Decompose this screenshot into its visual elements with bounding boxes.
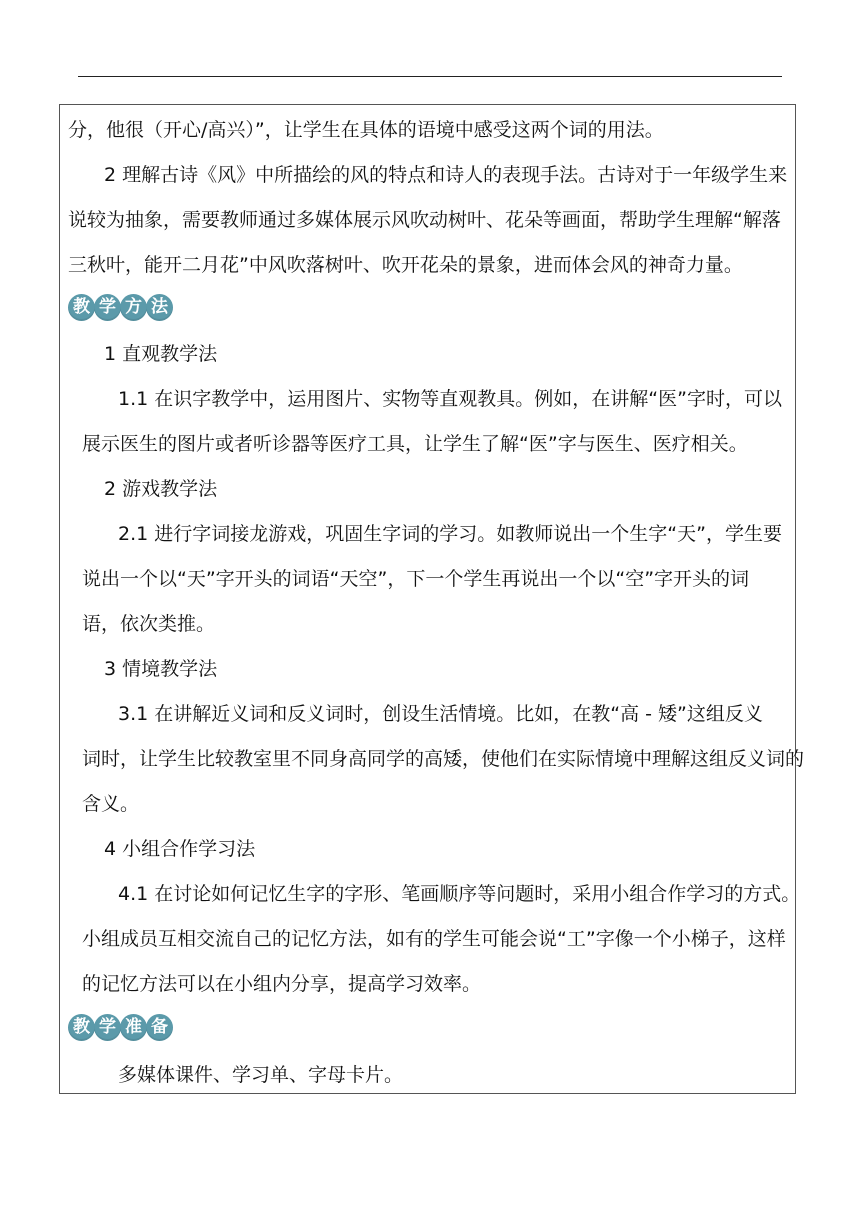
title-char: 方 xyxy=(120,294,147,321)
text-line: 3.1 在讲解近义词和反义词时，创设生活情境。比如，在教“高 - 矮”这组反义 xyxy=(118,703,763,725)
text-line: 1.1 在识字教学中，运用图片、实物等直观教具。例如，在讲解“医”字时，可以 xyxy=(118,388,782,410)
title-char: 教 xyxy=(68,294,95,321)
section-title-methods xyxy=(68,294,172,321)
title-char: 备 xyxy=(146,1014,173,1041)
text-line: 2.1 进行字词接龙游戏，巩固生字词的学习。如教师说出一个生字“天”，学生要 xyxy=(118,523,782,545)
title-char: 教 xyxy=(68,1014,95,1041)
text-line: 小组成员互相交流自己的记忆方法，如有的学生可能会说“工”字像一个小梯子，这样 xyxy=(82,928,786,950)
method-heading: 2 游戏教学法 xyxy=(104,478,218,500)
text-line: 2 理解古诗《风》中所描绘的风的特点和诗人的表现手法。古诗对于一年级学生来 xyxy=(104,164,788,186)
section-title-preparation xyxy=(68,1014,172,1041)
text-line: 语，依次类推。 xyxy=(82,613,216,635)
text-line: 的记忆方法可以在小组内分享，提高学习效率。 xyxy=(82,973,482,995)
title-char: 准 xyxy=(120,1014,147,1041)
title-char: 学 xyxy=(94,1014,121,1041)
title-char: 法 xyxy=(146,294,173,321)
text-line: 词时，让学生比较教室里不同身高同学的高矮，使他们在实际情境中理解这组反义词的 xyxy=(82,748,805,770)
header-rule xyxy=(78,76,782,77)
method-heading: 4 小组合作学习法 xyxy=(104,838,256,860)
text-line: 三秋叶，能开二月花”中风吹落树叶、吹开花朵的景象，进而体会风的神奇力量。 xyxy=(68,254,743,276)
text-line: 含义。 xyxy=(82,793,140,815)
text-line: 分，他很（开心/高兴）”，让学生在具体的语境中感受这两个词的用法。 xyxy=(68,119,664,141)
text-line: 说出一个以“天”字开头的词语“天空”，下一个学生再说出一个以“空”字开头的词 xyxy=(82,568,750,590)
text-line: 4.1 在讨论如何记忆生字的字形、笔画顺序等问题时，采用小组合作学习的方式。 xyxy=(118,883,801,905)
method-heading: 1 直观教学法 xyxy=(104,343,218,365)
text-line: 说较为抽象，需要教师通过多媒体展示风吹动树叶、花朵等画面，帮助学生理解“解落 xyxy=(68,209,781,231)
text-line: 展示医生的图片或者听诊器等医疗工具，让学生了解“医”字与医生、医疗相关。 xyxy=(82,433,748,455)
title-char: 学 xyxy=(94,294,121,321)
method-heading: 3 情境教学法 xyxy=(104,658,218,680)
preparation-text: 多媒体课件、学习单、字母卡片。 xyxy=(118,1064,404,1086)
